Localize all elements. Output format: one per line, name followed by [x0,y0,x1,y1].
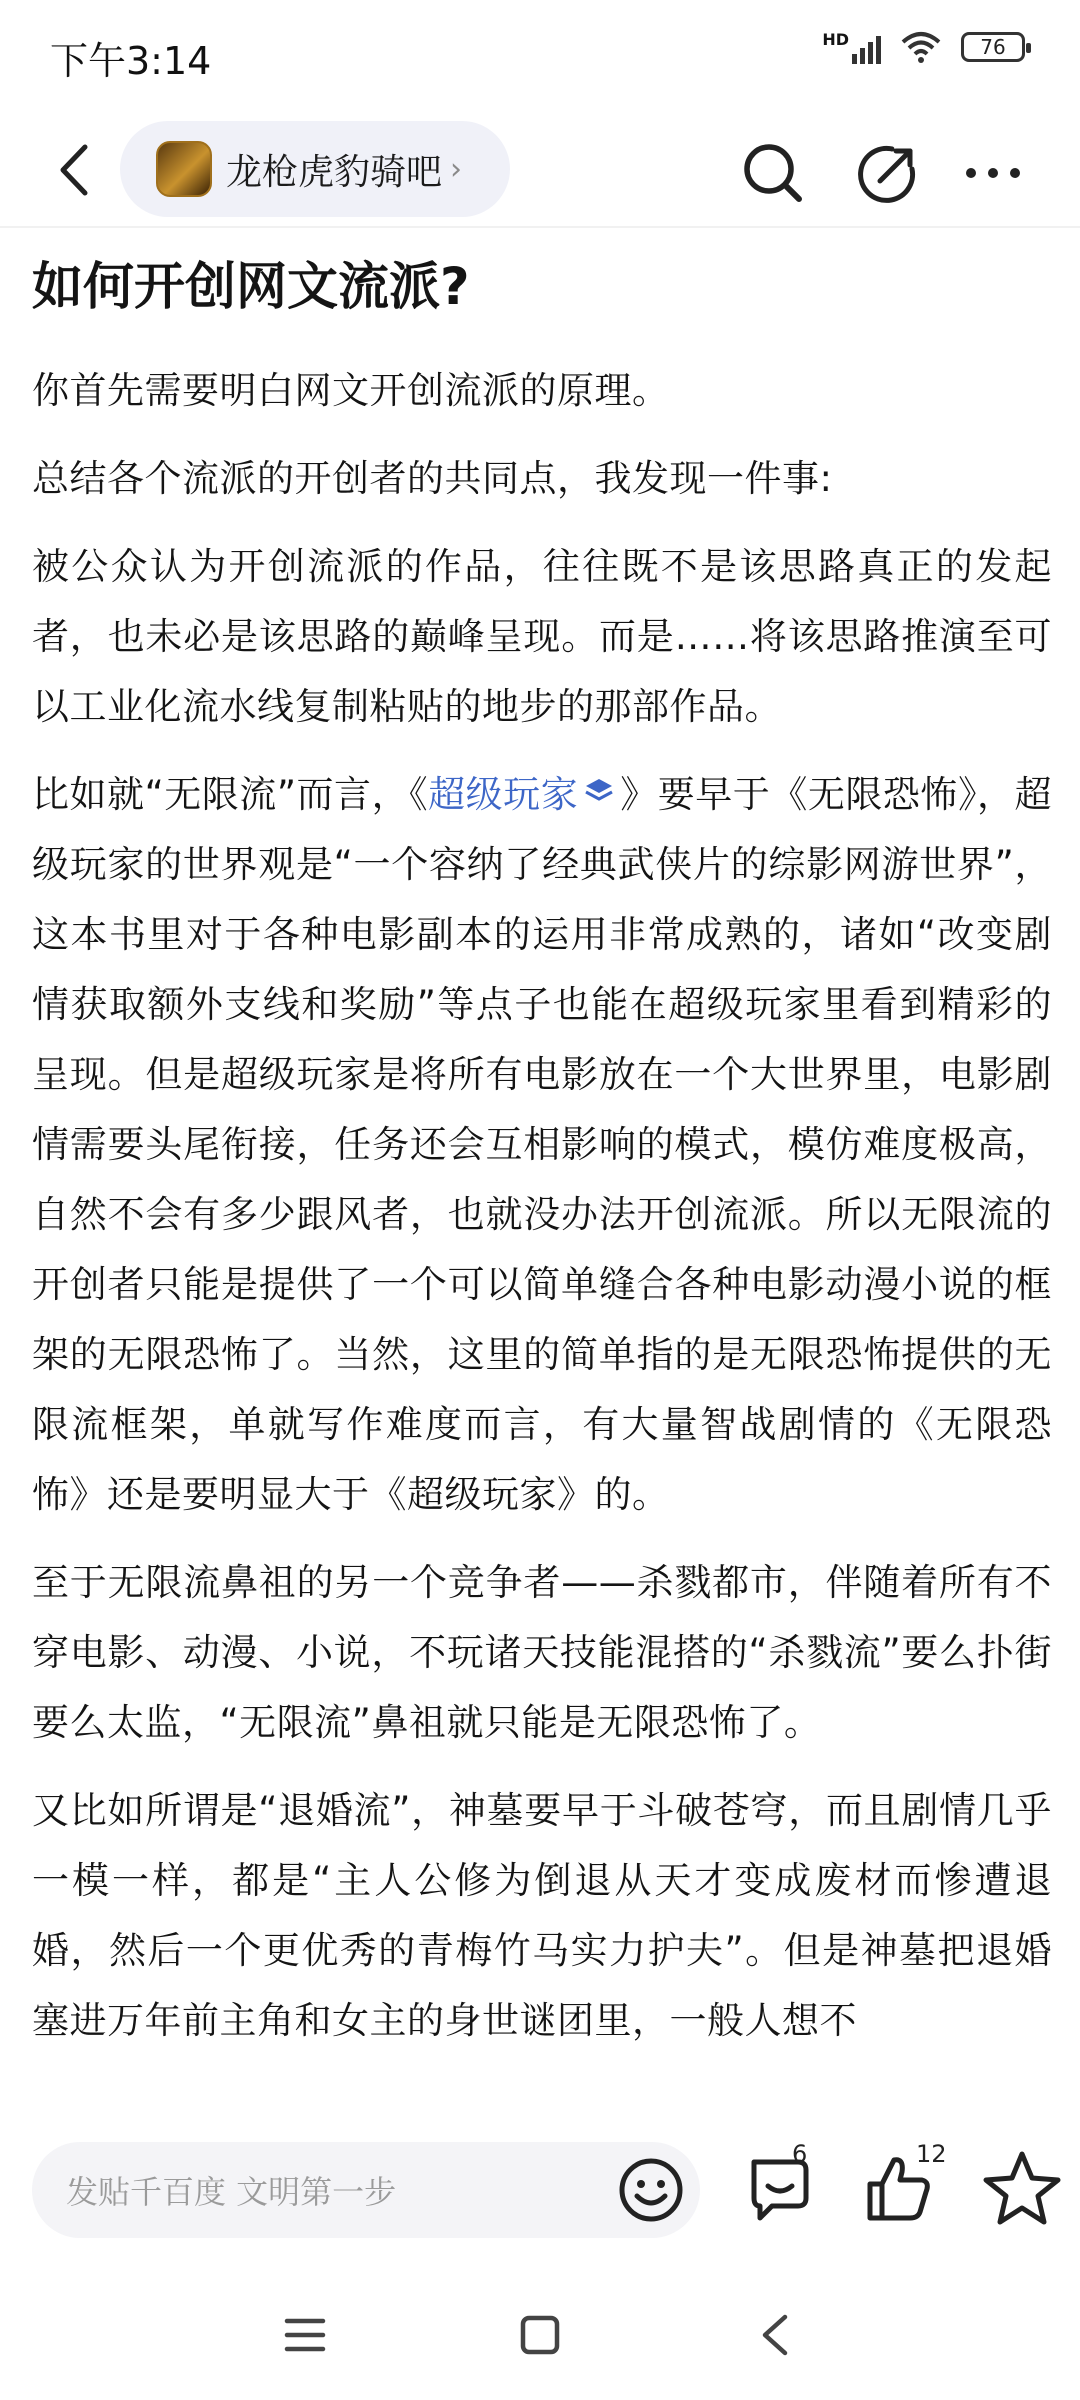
star-icon[interactable] [980,2146,1064,2230]
share-icon [858,143,918,203]
comment-icon [740,2146,824,2230]
comment-placeholder: 发贴千百度 文明第一步 [66,2173,397,2211]
post-paragraph-1: 你首先需要明白网文开创流派的原理。 [32,369,670,412]
back-arrow-icon [55,143,95,197]
status-bar [0,0,1080,110]
system-back-icon [757,2311,793,2359]
forum-name: 龙枪虎豹骑吧 [226,151,443,193]
post-paragraph-4 [32,760,1052,1530]
status-icons [822,30,1025,64]
search-button[interactable] [735,135,811,211]
comment-input[interactable] [32,2142,700,2238]
network-type-label: HD [822,30,849,49]
more-options-button[interactable] [955,135,1031,211]
book-link-label: 超级玩家 [428,773,579,816]
menu-icon [283,2315,327,2355]
comment-button[interactable] [740,2140,830,2230]
chevron-right-icon: › [450,151,463,187]
top-nav-bar [0,115,1080,225]
post-content [32,240,1052,2110]
like-count: 12 [916,2140,947,2168]
post-paragraph-2: 总结各个流派的开创者的共同点，我发现一件事: [32,457,833,500]
post-paragraph-6: 又比如所谓是“退婚流”，神墓要早于斗破苍穹，而且剧情几乎一模一样，都是“主人公修为倒退从天才变成废材而惨遭退婚，然后一个更优秀的青梅竹马实力护夫”。但是神墓把退婚塞进万年前主角和女主的身世谜团里，一般人想不 [32,1789,1052,2042]
search-icon [741,141,805,205]
wifi-icon [899,30,943,64]
layers-icon [584,777,614,803]
forum-chip[interactable] [120,121,510,217]
paragraph-4-body: 》要早于《无限恐怖》，超级玩家的世界观是“一个容纳了经典武侠片的综影网游世界”，这本书里对于各种电影副本的运用非常成熟的，诸如“改变剧情获取额外支线和奖励”等点子也能在超级玩家里看到精彩的呈现。但是超级玩家是将所有电影放在一个大世界里，电影剧情需要头尾衔接，任务还会互相影响的模式，模仿难度极高，自然不会有多少跟风者，也就没办法开创流派。所以无限流的开创者只能是提供了一个可以简单缝合各种电影动漫小说的框架的无限恐怖了。当然，这里的简单指的是无限恐怖提供的无限流框架，单就写作难度而言，有大量智战剧情的《无限恐怖》还是要明显大于《超级玩家》的。 [32,773,1052,1516]
menu-button[interactable] [270,2300,340,2370]
back-button[interactable] [40,135,110,205]
content-fade [0,2070,1080,2110]
like-button[interactable] [860,2140,950,2230]
home-square-icon [518,2313,562,2357]
post-title: 如何开创网文流派? [32,258,470,317]
share-button[interactable] [850,135,926,211]
post-paragraph-3: 被公众认为开创流派的作品，往往既不是该思路真正的发起者，也未必是该思路的巅峰呈现。而是……将该思路推演至可以工业化流水线复制粘贴的地步的那部作品。 [32,545,1052,728]
system-nav-bar [0,2270,1080,2400]
battery-icon: 76 [961,32,1025,62]
more-dots-icon [963,163,1023,183]
post-paragraph-5: 至于无限流鼻祖的另一个竞争者——杀戮都市，伴随着所有不穿电影、动漫、小说，不玩诸天技能混搭的“杀戮流”要么扑街要么太监，“无限流”鼻祖就只能是无限恐怖了。 [32,1561,1052,1744]
emoji-icon[interactable] [615,2154,687,2226]
comment-count: 6 [792,2140,808,2168]
system-back-button[interactable] [740,2300,810,2370]
paragraph-4-lead: 比如就“无限流”而言，《 [32,773,429,816]
book-link-super-player[interactable] [428,773,620,816]
forum-avatar [156,141,212,197]
nav-divider [0,226,1080,228]
home-button[interactable] [505,2300,575,2370]
signal-icon [822,30,881,64]
status-time: 下午3:14 [50,39,212,83]
